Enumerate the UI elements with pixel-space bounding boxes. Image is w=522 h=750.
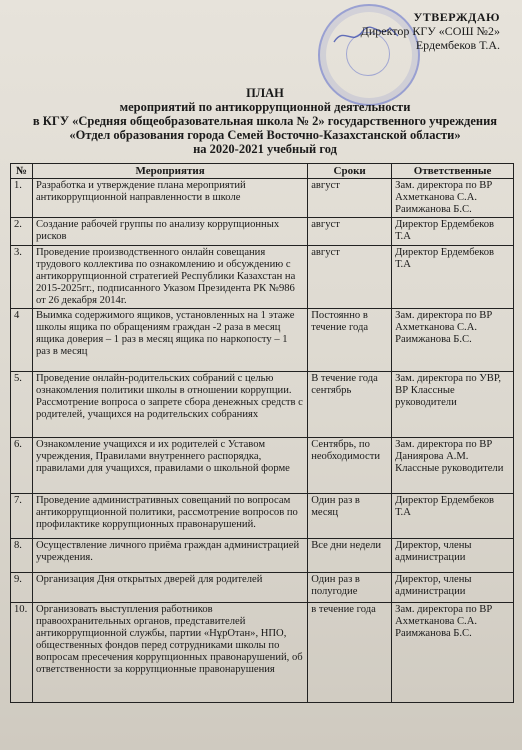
table-header-row [11, 164, 514, 179]
table-row [11, 539, 514, 573]
row-responsible: Зам. директора по ВР Ахметканова С.А. Раимжанова Б.С. [392, 603, 514, 703]
row-event: Проведение производственного онлайн совещания трудового коллектива по ознакомлению и обсуждению с антикоррупционной стратегией Республики Казахстан на 2015-2025гг., подписанного Указом Президента РК №986 от 26 декабря 2014г. [32, 246, 307, 309]
row-event: Организация Дня открытых дверей для родителей [32, 573, 307, 603]
row-responsible: Зам. директора по ВР Ахметканова С.А. Раимжанова Б.С. [392, 309, 514, 372]
plan-title [30, 86, 500, 156]
approver-name: Ердембеков Т.А. [415, 38, 500, 52]
row-term: август [308, 179, 392, 218]
title-line-1: ПЛАН [246, 86, 284, 100]
row-term: Сентябрь, по необходимости [308, 438, 392, 494]
table-row [11, 218, 514, 246]
row-event: Создание рабочей группы по анализу коррупционных рисков [32, 218, 307, 246]
row-number: 3. [11, 246, 33, 309]
row-number: 9. [11, 573, 33, 603]
row-term: август [308, 218, 392, 246]
row-event: Выимка содержимого ящиков, установленных на 1 этаже школы ящика по обращениям граждан -2 раза в месяц ящика доверия – 1 раз в месяц ящика по наркопосту – 1 раз в месяц [32, 309, 307, 372]
row-term: Постоянно в течение года [308, 309, 392, 372]
approver-position: Директор КГУ «СОШ №2» [360, 24, 500, 38]
row-number: 6. [11, 438, 33, 494]
row-responsible: Директор Ердембеков Т.А [392, 494, 514, 539]
table-row [11, 573, 514, 603]
title-line-3: в КГУ «Средняя общеобразовательная школа № 2» государственного учреждения [32, 114, 498, 128]
row-term: Один раз в месяц [308, 494, 392, 539]
row-responsible: Директор Ердембеков Т.А [392, 218, 514, 246]
title-line-2: мероприятий по антикоррупционной деятельности [119, 100, 411, 114]
row-number: 8. [11, 539, 33, 573]
table-row [11, 309, 514, 372]
row-number: 4 [11, 309, 33, 372]
table-row [11, 179, 514, 218]
approval-title: УТВЕРЖДАЮ [413, 10, 500, 24]
row-term: Один раз в полугодие [308, 573, 392, 603]
header-event: Мероприятия [32, 164, 307, 179]
row-responsible: Директор, члены администрации [392, 573, 514, 603]
table-row [11, 603, 514, 703]
row-term: В течение года сентябрь [308, 372, 392, 438]
row-number: 1. [11, 179, 33, 218]
row-number: 10. [11, 603, 33, 703]
row-number: 2. [11, 218, 33, 246]
row-term: Все дни недели [308, 539, 392, 573]
row-event: Разработка и утверждение плана мероприятий антикоррупционной направленности в школе [32, 179, 307, 218]
table-row [11, 494, 514, 539]
row-event: Проведение административных совещаний по вопросам антикоррупционной политики, рассмотрение вопросов по профилактике коррупционных правонарушений. [32, 494, 307, 539]
header-number: № [11, 164, 33, 179]
plan-table [10, 163, 514, 703]
row-term: август [308, 246, 392, 309]
row-event: Проведение онлайн-родительских собраний с целью ознакомления политики школы в отношении коррупции. Рассмотрение вопроса о запрете сбора денежных средств с родителей, учащихся на родительских собраниях [32, 372, 307, 438]
row-term: в течение года [308, 603, 392, 703]
row-number: 7. [11, 494, 33, 539]
row-number: 5. [11, 372, 33, 438]
row-responsible: Зам. директора по ВР Даниярова А.М. Классные руководители [392, 438, 514, 494]
approval-block [300, 10, 500, 52]
title-line-5: на 2020-2021 учебный год [193, 142, 337, 156]
row-event: Осуществление личного приёма граждан администрацией учреждения. [32, 539, 307, 573]
header-term: Сроки [308, 164, 392, 179]
row-event: Организовать выступления работников правоохранительных органов, представителей антикоррупционной службы, партии «НұрОтан», НПО, общественных фондов перед сотрудниками школы по вопросам пресечения коррупционных правонарушений, об ответственности за коррупционные правонарушения [32, 603, 307, 703]
table-row [11, 246, 514, 309]
row-responsible: Директор, члены администрации [392, 539, 514, 573]
table-row [11, 438, 514, 494]
header-responsible: Ответственные [392, 164, 514, 179]
row-responsible: Зам. директора по УВР, ВР Классные руководители [392, 372, 514, 438]
row-responsible: Зам. директора по ВР Ахметканова С.А. Раимжанова Б.С. [392, 179, 514, 218]
row-event: Ознакомление учащихся и их родителей с Уставом учреждения, Правилами внутреннего распорядка, правилами для учащихся, правилами о школьной форме [32, 438, 307, 494]
title-line-4: «Отдел образования города Семей Восточно-Казахстанской области» [69, 128, 461, 142]
table-row [11, 372, 514, 438]
row-responsible: Директор Ердембеков Т.А [392, 246, 514, 309]
